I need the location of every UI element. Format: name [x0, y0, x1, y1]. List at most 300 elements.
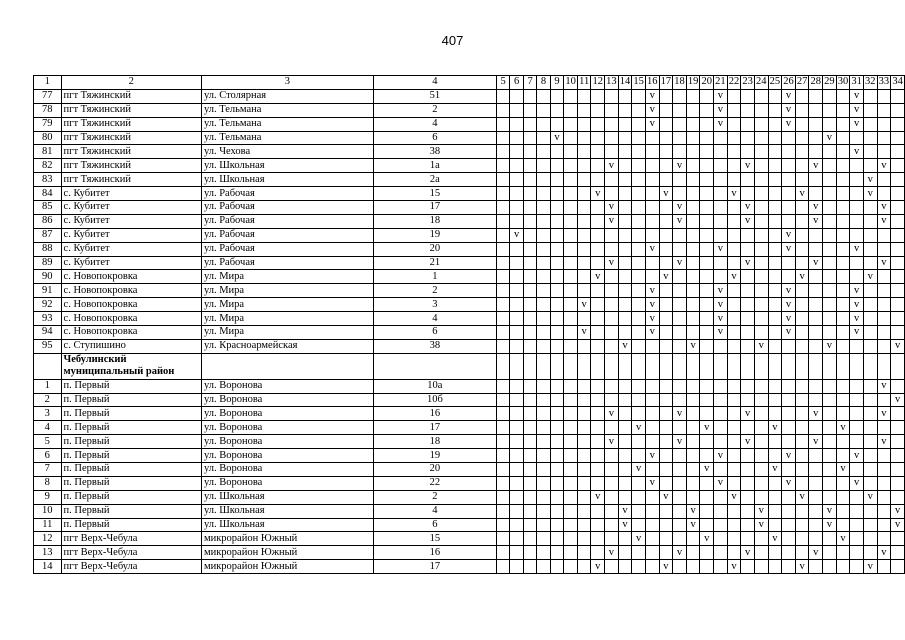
mark-cell: [782, 214, 796, 228]
mark-cell: [754, 560, 768, 574]
mark-cell: [700, 103, 714, 117]
mark-cell: [673, 353, 687, 379]
mark-cell: [591, 449, 605, 463]
mark-cell: [537, 462, 550, 476]
mark-cell: [795, 159, 809, 173]
mark-cell: [605, 173, 619, 187]
mark-cell: [741, 353, 755, 379]
mark-cell: [823, 435, 837, 449]
check-mark: v: [632, 532, 646, 546]
mark-cell: [768, 214, 782, 228]
mark-cell: [564, 145, 578, 159]
row-number: 14: [34, 560, 62, 574]
mark-cell: [564, 187, 578, 201]
mark-cell: [877, 173, 891, 187]
mark-cell: [782, 173, 796, 187]
mark-cell: [686, 546, 700, 560]
mark-cell: [795, 256, 809, 270]
mark-cell: [877, 242, 891, 256]
mark-cell: [645, 187, 659, 201]
mark-cell: [836, 353, 850, 379]
mark-cell: [686, 560, 700, 574]
mark-cell: [795, 504, 809, 518]
mark-cell: [714, 256, 728, 270]
mark-cell: [850, 560, 864, 574]
mark-cell: [496, 490, 509, 504]
house-cell: 19: [373, 228, 496, 242]
mark-cell: [863, 339, 877, 353]
mark-cell: [741, 518, 755, 532]
mark-cell: [591, 421, 605, 435]
mark-cell: [618, 298, 632, 312]
mark-cell: [632, 476, 646, 490]
mark-cell: [659, 379, 673, 393]
mark-cell: [850, 532, 864, 546]
mark-cell: [877, 560, 891, 574]
mark-cell: [591, 476, 605, 490]
mark-cell: [537, 214, 550, 228]
mark-cell: [496, 532, 509, 546]
mark-cell: [591, 435, 605, 449]
mark-cell: [510, 214, 523, 228]
mark-cell: [591, 159, 605, 173]
mark-cell: [577, 145, 591, 159]
check-mark: v: [863, 187, 877, 201]
mark-cell: [754, 201, 768, 215]
mark-cell: [632, 339, 646, 353]
mark-cell: [537, 159, 550, 173]
row-number: 82: [34, 159, 62, 173]
check-mark: v: [645, 298, 659, 312]
street-cell: ул. Рабочая: [201, 214, 373, 228]
header-row: [34, 76, 905, 90]
row-number: 91: [34, 284, 62, 298]
mark-cell: [550, 159, 563, 173]
row-number: 11: [34, 518, 62, 532]
check-mark: v: [795, 187, 809, 201]
mark-cell: [673, 284, 687, 298]
mark-cell: [673, 421, 687, 435]
house-cell: 3: [373, 298, 496, 312]
mark-cell: [863, 256, 877, 270]
mark-cell: [659, 242, 673, 256]
mark-cell: [686, 435, 700, 449]
mark-cell: [891, 353, 905, 379]
check-mark: v: [741, 159, 755, 173]
settlement-cell: пгт Верх-Чебула: [61, 546, 201, 560]
column-number: 27: [796, 76, 808, 88]
mark-cell: [795, 532, 809, 546]
mark-cell: [510, 393, 523, 407]
mark-cell: [754, 228, 768, 242]
mark-cell: [741, 421, 755, 435]
mark-cell: [632, 89, 646, 103]
mark-cell: [577, 103, 591, 117]
mark-cell: [510, 407, 523, 421]
mark-cell: [632, 379, 646, 393]
mark-cell: [891, 476, 905, 490]
mark-cell: [809, 421, 823, 435]
mark-cell: [727, 462, 741, 476]
column-number: 15: [633, 76, 644, 88]
check-mark: v: [850, 449, 864, 463]
mark-cell: [496, 504, 509, 518]
house-cell: 2: [373, 284, 496, 298]
mark-cell: [727, 449, 741, 463]
house-cell: 51: [373, 89, 496, 103]
street-cell: ул. Рабочая: [201, 228, 373, 242]
column-number: 23: [742, 76, 753, 88]
house-cell: 17: [373, 201, 496, 215]
mark-cell: [877, 532, 891, 546]
mark-cell: [577, 546, 591, 560]
mark-cell: [686, 353, 700, 379]
mark-cell: [727, 476, 741, 490]
mark-cell: [877, 421, 891, 435]
mark-cell: [727, 298, 741, 312]
check-mark: v: [754, 339, 768, 353]
check-mark: v: [850, 326, 864, 340]
row-number: 85: [34, 201, 62, 215]
mark-cell: [809, 532, 823, 546]
mark-cell: [496, 145, 509, 159]
mark-cell: [510, 504, 523, 518]
mark-cell: [877, 339, 891, 353]
mark-cell: [550, 546, 563, 560]
mark-cell: [632, 117, 646, 131]
mark-cell: [673, 187, 687, 201]
mark-cell: [891, 462, 905, 476]
mark-cell: [809, 89, 823, 103]
check-mark: v: [877, 201, 891, 215]
check-mark: v: [700, 421, 714, 435]
row-number: 4: [34, 421, 62, 435]
mark-cell: [754, 449, 768, 463]
mark-cell: [645, 214, 659, 228]
mark-cell: [496, 131, 509, 145]
mark-cell: [809, 379, 823, 393]
mark-cell: [795, 214, 809, 228]
mark-cell: [537, 145, 550, 159]
mark-cell: [564, 518, 578, 532]
settlement-cell: пгт Тяжинский: [61, 117, 201, 131]
check-mark: v: [686, 339, 700, 353]
mark-cell: [537, 407, 550, 421]
mark-cell: [877, 504, 891, 518]
mark-cell: [754, 532, 768, 546]
mark-cell: [550, 298, 563, 312]
mark-cell: [754, 326, 768, 340]
mark-cell: [550, 117, 563, 131]
mark-cell: [836, 214, 850, 228]
check-mark: v: [877, 407, 891, 421]
settlement-cell: п. Первый: [61, 504, 201, 518]
mark-cell: [850, 214, 864, 228]
mark-cell: [700, 407, 714, 421]
mark-cell: [659, 103, 673, 117]
mark-cell: [659, 117, 673, 131]
settlement-cell: с. Кубитет: [61, 214, 201, 228]
mark-cell: [673, 131, 687, 145]
mark-cell: [537, 504, 550, 518]
mark-cell: [618, 187, 632, 201]
mark-cell: [714, 421, 728, 435]
mark-cell: [850, 353, 864, 379]
street-cell: ул. Тельмана: [201, 131, 373, 145]
mark-cell: [700, 173, 714, 187]
mark-cell: [809, 145, 823, 159]
house-cell: 38: [373, 339, 496, 353]
check-mark: v: [673, 201, 687, 215]
row-number: 3: [34, 407, 62, 421]
mark-cell: [700, 117, 714, 131]
check-mark: v: [591, 560, 605, 574]
check-mark: v: [510, 228, 523, 242]
row-number: 77: [34, 89, 62, 103]
mark-cell: [768, 159, 782, 173]
mark-cell: [741, 173, 755, 187]
section-row: [34, 353, 905, 379]
check-mark: v: [673, 546, 687, 560]
mark-cell: [877, 326, 891, 340]
mark-cell: [550, 145, 563, 159]
settlement-cell: п. Первый: [61, 407, 201, 421]
mark-cell: [700, 256, 714, 270]
column-number: 34: [892, 76, 903, 88]
check-mark: v: [605, 159, 619, 173]
mark-cell: [809, 504, 823, 518]
mark-cell: [659, 89, 673, 103]
mark-cell: [577, 173, 591, 187]
mark-cell: [605, 312, 619, 326]
house-cell: 17: [373, 560, 496, 574]
street-cell: ул. Воронова: [201, 462, 373, 476]
check-mark: v: [714, 298, 728, 312]
mark-cell: [795, 393, 809, 407]
mark-cell: [537, 353, 550, 379]
mark-cell: [809, 298, 823, 312]
check-mark: v: [686, 504, 700, 518]
mark-cell: [741, 393, 755, 407]
mark-cell: [577, 490, 591, 504]
mark-cell: [496, 159, 509, 173]
mark-cell: [591, 326, 605, 340]
mark-cell: [700, 187, 714, 201]
table-row: [34, 490, 905, 504]
mark-cell: [510, 103, 523, 117]
mark-cell: [591, 339, 605, 353]
row-number: 8: [34, 476, 62, 490]
mark-cell: [836, 89, 850, 103]
check-mark: v: [877, 214, 891, 228]
street-cell: ул. Рабочая: [201, 187, 373, 201]
mark-cell: [714, 490, 728, 504]
mark-cell: [659, 462, 673, 476]
mark-cell: [836, 173, 850, 187]
mark-cell: [605, 242, 619, 256]
mark-cell: [823, 270, 837, 284]
mark-cell: [686, 449, 700, 463]
mark-cell: [659, 518, 673, 532]
settlement-cell: с. Новопокровка: [61, 326, 201, 340]
mark-cell: [877, 103, 891, 117]
mark-cell: [673, 476, 687, 490]
mark-cell: [673, 298, 687, 312]
mark-cell: [782, 490, 796, 504]
mark-cell: [591, 298, 605, 312]
mark-cell: [618, 449, 632, 463]
check-mark: v: [741, 256, 755, 270]
mark-cell: [809, 131, 823, 145]
street-cell: ул. Мира: [201, 298, 373, 312]
settlement-cell: п. Первый: [61, 449, 201, 463]
mark-cell: [523, 214, 536, 228]
column-number: 10: [565, 76, 576, 88]
mark-cell: [645, 518, 659, 532]
mark-cell: [782, 145, 796, 159]
mark-cell: [537, 326, 550, 340]
table-row: [34, 312, 905, 326]
table-row: [34, 504, 905, 518]
mark-cell: [564, 504, 578, 518]
mark-cell: [782, 532, 796, 546]
check-mark: v: [659, 270, 673, 284]
settlement-cell: с. Кубитет: [61, 201, 201, 215]
mark-cell: [577, 201, 591, 215]
mark-cell: [496, 201, 509, 215]
mark-cell: [795, 407, 809, 421]
mark-cell: [795, 201, 809, 215]
mark-cell: [673, 103, 687, 117]
mark-cell: [550, 449, 563, 463]
table-row: [34, 145, 905, 159]
mark-cell: [550, 407, 563, 421]
mark-cell: [754, 379, 768, 393]
mark-cell: [632, 312, 646, 326]
mark-cell: [510, 173, 523, 187]
row-number: 7: [34, 462, 62, 476]
mark-cell: [836, 284, 850, 298]
mark-cell: [537, 131, 550, 145]
check-mark: v: [823, 518, 837, 532]
mark-cell: [632, 173, 646, 187]
mark-cell: [782, 201, 796, 215]
mark-cell: [550, 421, 563, 435]
mark-cell: [618, 159, 632, 173]
mark-cell: [618, 407, 632, 421]
mark-cell: [510, 256, 523, 270]
mark-cell: [673, 117, 687, 131]
check-mark: v: [605, 407, 619, 421]
settlement-cell: пгт Тяжинский: [61, 145, 201, 159]
mark-cell: [700, 201, 714, 215]
mark-cell: [645, 353, 659, 379]
mark-cell: [659, 393, 673, 407]
mark-cell: [782, 270, 796, 284]
mark-cell: [850, 379, 864, 393]
check-mark: v: [782, 228, 796, 242]
house-cell: 15: [373, 532, 496, 546]
mark-cell: [564, 117, 578, 131]
mark-cell: [863, 421, 877, 435]
mark-cell: [686, 270, 700, 284]
check-mark: v: [836, 462, 850, 476]
mark-cell: [727, 421, 741, 435]
mark-cell: [891, 228, 905, 242]
mark-cell: [591, 145, 605, 159]
mark-cell: [809, 476, 823, 490]
mark-cell: [754, 117, 768, 131]
mark-cell: [550, 490, 563, 504]
mark-cell: [659, 546, 673, 560]
mark-cell: [782, 560, 796, 574]
settlement-cell: с. Кубитет: [61, 187, 201, 201]
mark-cell: [550, 89, 563, 103]
mark-cell: [714, 462, 728, 476]
mark-cell: [605, 131, 619, 145]
mark-cell: [795, 462, 809, 476]
mark-cell: [891, 103, 905, 117]
house-cell: 1: [373, 270, 496, 284]
mark-cell: [577, 476, 591, 490]
mark-cell: [823, 103, 837, 117]
mark-cell: [496, 284, 509, 298]
check-mark: v: [700, 462, 714, 476]
mark-cell: [564, 435, 578, 449]
mark-cell: [510, 462, 523, 476]
street-cell: ул. Воронова: [201, 379, 373, 393]
mark-cell: [809, 339, 823, 353]
check-mark: v: [850, 298, 864, 312]
check-mark: v: [727, 187, 741, 201]
mark-cell: [836, 131, 850, 145]
street-cell: микрорайон Южный: [201, 560, 373, 574]
check-mark: v: [809, 546, 823, 560]
mark-cell: [823, 393, 837, 407]
mark-cell: [510, 339, 523, 353]
mark-cell: [700, 270, 714, 284]
mark-cell: [496, 462, 509, 476]
check-mark: v: [700, 532, 714, 546]
street-cell: ул. Мира: [201, 326, 373, 340]
mark-cell: [836, 187, 850, 201]
mark-cell: [877, 270, 891, 284]
mark-cell: [700, 449, 714, 463]
mark-cell: [618, 201, 632, 215]
street-cell: ул. Чехова: [201, 145, 373, 159]
settlement-cell: п. Первый: [61, 421, 201, 435]
settlement-cell: пгт Тяжинский: [61, 131, 201, 145]
mark-cell: [632, 353, 646, 379]
mark-cell: [850, 421, 864, 435]
check-mark: v: [768, 532, 782, 546]
mark-cell: [754, 435, 768, 449]
mark-cell: [523, 284, 536, 298]
mark-cell: [673, 504, 687, 518]
column-number: 28: [810, 76, 822, 88]
column-number: 9: [550, 76, 563, 90]
mark-cell: [550, 103, 563, 117]
check-mark: v: [891, 393, 905, 407]
check-mark: v: [768, 421, 782, 435]
row-number: 12: [34, 532, 62, 546]
mark-cell: [564, 214, 578, 228]
mark-cell: [727, 256, 741, 270]
mark-cell: [591, 353, 605, 379]
mark-cell: [591, 462, 605, 476]
mark-cell: [863, 462, 877, 476]
mark-cell: [836, 435, 850, 449]
